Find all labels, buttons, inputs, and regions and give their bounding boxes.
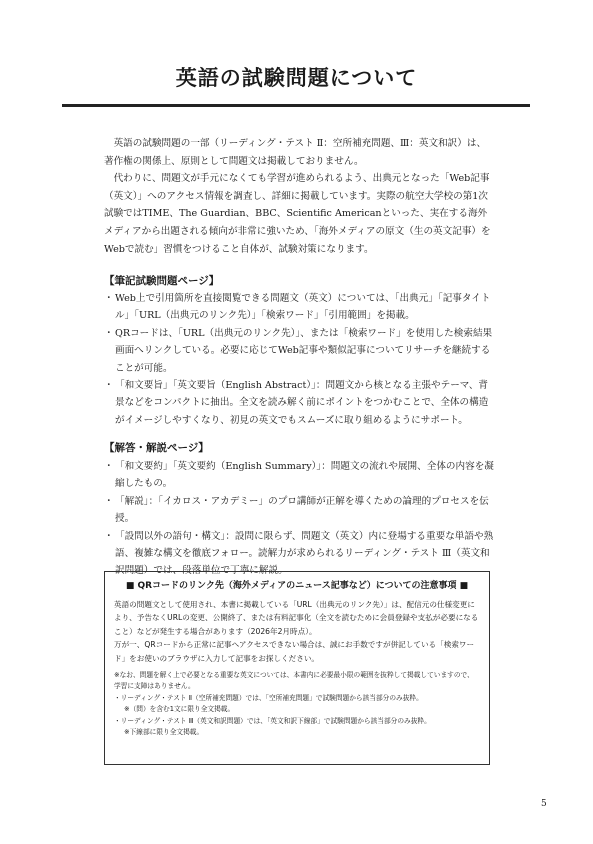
written-exam-list (104, 290, 496, 429)
list-item: ・ QRコードは、「URL（出典元のリンク先）」、または「検索ワード」を使用した検索結果画面へリンクしている。必要に応じてWeb記事や類似記事についてリサーチを継続することが可能。 (104, 327, 493, 374)
page-number: 5 (541, 799, 547, 809)
list-item: ・ 「和文要約」「英文要約（English Summary）」：問題文の流れや展開、全体の内容を凝縮したもの。 (104, 461, 494, 490)
section-heading-written-exam: 【筆記試験問題ページ】 (104, 275, 220, 287)
intro-paragraph-1: 英語の試験問題の一部（リーディング・テスト Ⅱ：空所補充問題、Ⅲ：英文和訳）は、著作権の関係上、原則として問題文は掲載しておりません。 (104, 138, 487, 167)
intro-paragraph-2: 代わりに、問題文が手元になくても学習が進められるよう、出典元となった「Web記事（英文）」へのアクセス情報を調査し、詳細に掲載しています。実際の航空大学校の第1次試験ではTIME、The Guardian、BBC、Scientific Americanといった、実在する海外メディアから出題される傾向が非常に強いため、「海外メディアの原文（生の英文記事）をWebで読む」習慣をつけること自体が、試験対策になります。 (104, 173, 491, 255)
intro-text (104, 135, 492, 258)
section-heading-answers: 【解答・解説ページ】 (104, 442, 209, 454)
note-item: ※下線部に限り全文掲載。 (124, 728, 204, 737)
qr-notice-box (104, 571, 490, 765)
note-item: ・リーディング・テスト Ⅱ（空所補充問題）では、「空所補充問題」で試験問題から該当部分のみ抜粋。 (114, 693, 423, 702)
title-underline (62, 104, 530, 107)
note-item: ※なお、問題を解く上で必要となる重要な英文については、本書内に必要最小限の範囲を抜粋して掲載していますので、学習に支障はありません。 (114, 671, 474, 691)
list-item: ・ 「和文要旨」「英文要旨（English Abstract）」：問題文から核となる主張やテーマ、背景などをコンパクトに抽出。全文を読み解く前にポイントをつかむことで、全体の構造がイメージしやすくなり、初見の英文でもスムーズに取り組めるようにサポート。 (104, 380, 489, 426)
note-item: ※（問）を含む1文に限り全文掲載。 (124, 705, 235, 714)
notice-notes (114, 670, 480, 738)
note-item: ・リーディング・テスト Ⅲ（英文和訳問題）では、「英文和訳下線部」で試験問題から該当部分のみ抜粋。 (114, 716, 431, 725)
notice-title: ■ QRコードのリンク先（海外メディアのニュース記事など）についての注意事項 ■ (125, 581, 469, 591)
list-item: ・ 「解説」：「イカロス・アカデミー」のプロ講師が正解を導くための論理的プロセスを伝授。 (104, 495, 489, 525)
answers-list (104, 458, 496, 580)
notice-paragraph: 英語の問題文として使用され、本書に掲載している「URL（出典元のリンク先）」は、配信元の仕様変更により、予告なくURLの変更、公開終了、または有料記事化（全文を読むために会員登録や支払が必要になること）などが発生する場合があります（2026年2月時点）。 (114, 600, 479, 636)
list-item: ・ Web上で引用箇所を直接閲覧できる問題文（英文）については、「出典元」「記事タイトル」「URL（出典元のリンク先）」「検索ワード」「引用範囲」を掲載。 (104, 293, 491, 322)
page-title: 英語の試験問題について (175, 66, 418, 90)
list-item: ・ 「設問以外の語句・構文」：設問に限らず、問題文（英文）内に登場する重要な単語や熟語、複雑な構文を徹底フォロー。読解力が求められるリーディング・テスト Ⅲ（英文和訳問題）では、段落単位で丁寧に解説。 (104, 530, 494, 577)
notice-paragraph: 万が一、QRコードから正常に記事へアクセスできない場合は、誠にお手数ですが併記している「検索ワード」をお使いのブラウザに入力して記事をお探しください。 (114, 640, 475, 663)
